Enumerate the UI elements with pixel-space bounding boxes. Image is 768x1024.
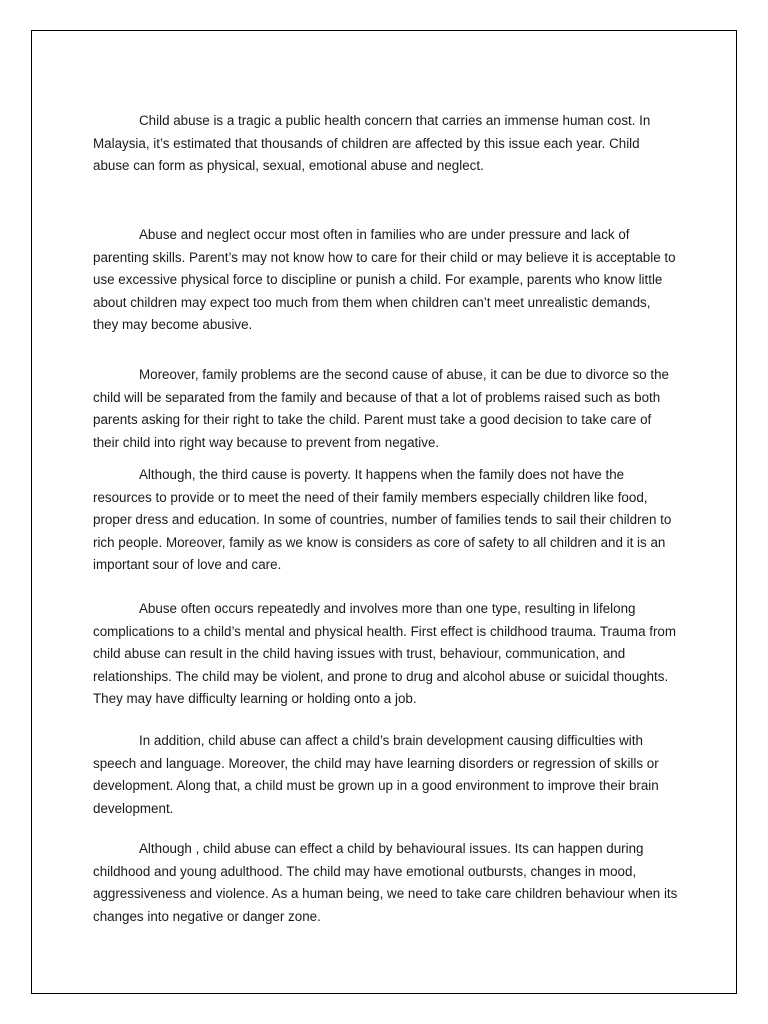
paragraph-effect-brain-development: In addition, child abuse can affect a child’s brain development causing difficulties with speech and language. Moreover, the child may have learning disorders or regression of skills or development. Along that, a child must be grown up in a good environment to improve their brain development. — [93, 733, 659, 816]
paragraph-intro: Child abuse is a tragic a public health concern that carries an immense human cost. In Malaysia, it’s estimated that thousands of children are affected by this issue each year. Child abuse can form as physical, sexual, emotional abuse and neglect. — [93, 113, 651, 174]
paragraph-cause-family-problems: Moreover, family problems are the second cause of abuse, it can be due to divorce so the child will be separated from the family and because of that a lot of problems raised such as both parents asking for their right to take the child. Parent must take a good decision to take care of their child into right way because to prevent from negative. — [93, 367, 669, 450]
paragraph-cause-parenting: Abuse and neglect occur most often in families who are under pressure and lack of parenting skills. Parent’s may not know how to care for their child or may believe it is acceptable to use excessive physical force to discipline or punish a child. For example, parents who know little about children may expect too much from them when children can’t meet unrealistic demands, they may become abusive. — [93, 227, 676, 333]
document-page — [31, 30, 737, 994]
paragraph-effect-behaviour: Although , child abuse can effect a child by behavioural issues. Its can happen during childhood and young adulthood. The child may have emotional outbursts, changes in mood, aggressiveness and violence. As a human being, we need to take care children behaviour when its changes into negative or danger zone. — [93, 841, 678, 924]
paragraph-cause-poverty: Although, the third cause is poverty. It happens when the family does not have the resources to provide or to meet the need of their family members especially children like food, proper dress and education. In some of countries, number of families tends to sail their children to rich people. Moreover, family as we know is considers as core of safety to all children and it is an important sour of love and care. — [93, 467, 672, 573]
paragraph-effect-trauma: Abuse often occurs repeatedly and involves more than one type, resulting in lifelong complications to a child’s mental and physical health. First effect is childhood trauma. Trauma from child abuse can result in the child having issues with trust, behaviour, communication, and relationships. The child may be violent, and prone to drug and alcohol abuse or suicidal thoughts. They may have difficulty learning or holding onto a job. — [93, 601, 677, 707]
